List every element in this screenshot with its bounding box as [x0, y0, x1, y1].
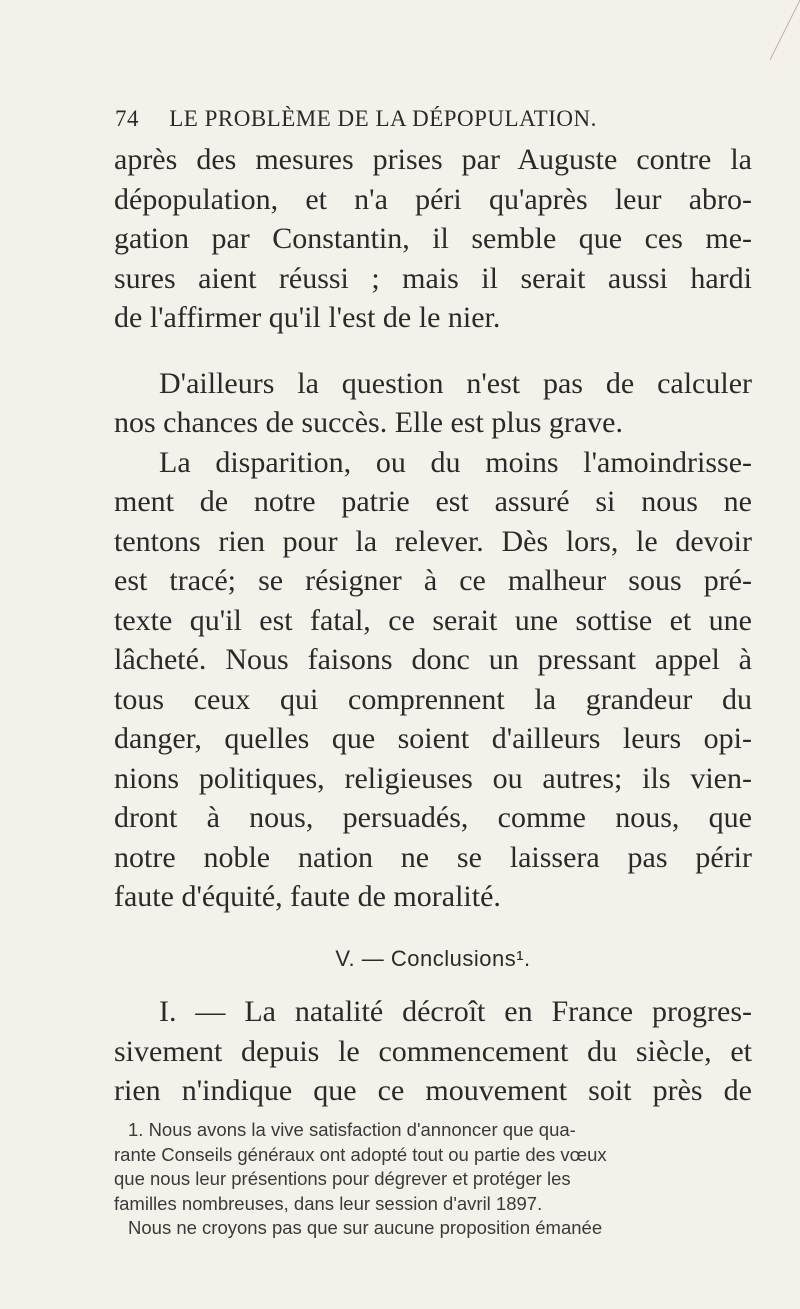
text-line: tentons rien pour la relever. Dès lors, le devoir	[114, 524, 752, 558]
text-line: danger, quelles que soient d'ailleurs leurs opi-	[114, 722, 752, 755]
text-line: notre noble nation ne se laissera pas périr	[114, 840, 752, 874]
text-line: La disparition, ou du moins l'amoindrisse-	[159, 445, 752, 479]
paragraph-3	[114, 443, 752, 917]
footnote-block	[114, 1118, 754, 1241]
text-line: D'ailleurs la question n'est pas de calculer	[159, 366, 752, 400]
paragraph-2	[114, 364, 752, 443]
text-line: rien n'indique que ce mouvement soit près de	[114, 1074, 752, 1107]
text-line: gation par Constantin, il semble que ces me-	[114, 222, 752, 255]
section-heading: V. — Conclusions¹.	[335, 945, 531, 971]
footnote-line: familles nombreuses, dans leur session d'avril 1897.	[114, 1192, 543, 1214]
text-line: sivement depuis le commencement du siècle, et	[114, 1034, 752, 1068]
footnote-line: que nous leur présentions pour dégrever et protéger les	[114, 1168, 571, 1189]
text-line: après des mesures prises par Auguste contre la	[114, 143, 752, 176]
running-header	[115, 106, 735, 132]
body-text	[114, 140, 752, 1111]
footnote-line: 1. Nous avons la vive satisfaction d'annoncer que qua-	[128, 1119, 576, 1140]
text-line: dépopulation, et n'a péri qu'après leur abro-	[114, 182, 752, 216]
text-line: ment de notre patrie est assuré si nous ne	[114, 485, 752, 518]
footnote-line: Nous ne croyons pas que sur aucune proposition émanée	[128, 1217, 603, 1238]
text-line: sures aient réussi ; mais il serait aussi hardi	[114, 261, 752, 295]
page-number: 74	[115, 106, 139, 131]
paragraph-4	[114, 992, 752, 1111]
text-line: est tracé; se résigner à ce malheur sous pré-	[114, 564, 752, 597]
text-line: faute d'équité, faute de moralité.	[114, 880, 501, 913]
text-line: I. — La natalité décroît en France progres-	[159, 995, 752, 1028]
text-line: nos chances de succès. Elle est plus grave.	[114, 406, 623, 439]
text-line: texte qu'il est fatal, ce serait une sottise et une	[114, 603, 752, 637]
text-line: de l'affirmer qu'il l'est de le nier.	[114, 301, 501, 334]
text-line: tous ceux qui comprennent la grandeur du	[114, 682, 752, 716]
text-line: dront à nous, persuadés, comme nous, que	[114, 801, 752, 834]
footnote-line: rante Conseils généraux ont adopté tout ou partie des vœux	[114, 1143, 607, 1165]
text-line: lâcheté. Nous faisons donc un pressant appel à	[114, 643, 752, 676]
paragraph-1	[114, 140, 752, 338]
running-title: LE PROBLÈME DE LA DÉPOPULATION.	[169, 106, 597, 131]
text-line: nions politiques, religieuses ou autres; ils vien-	[114, 761, 752, 795]
page-edge-mark	[760, 0, 800, 60]
